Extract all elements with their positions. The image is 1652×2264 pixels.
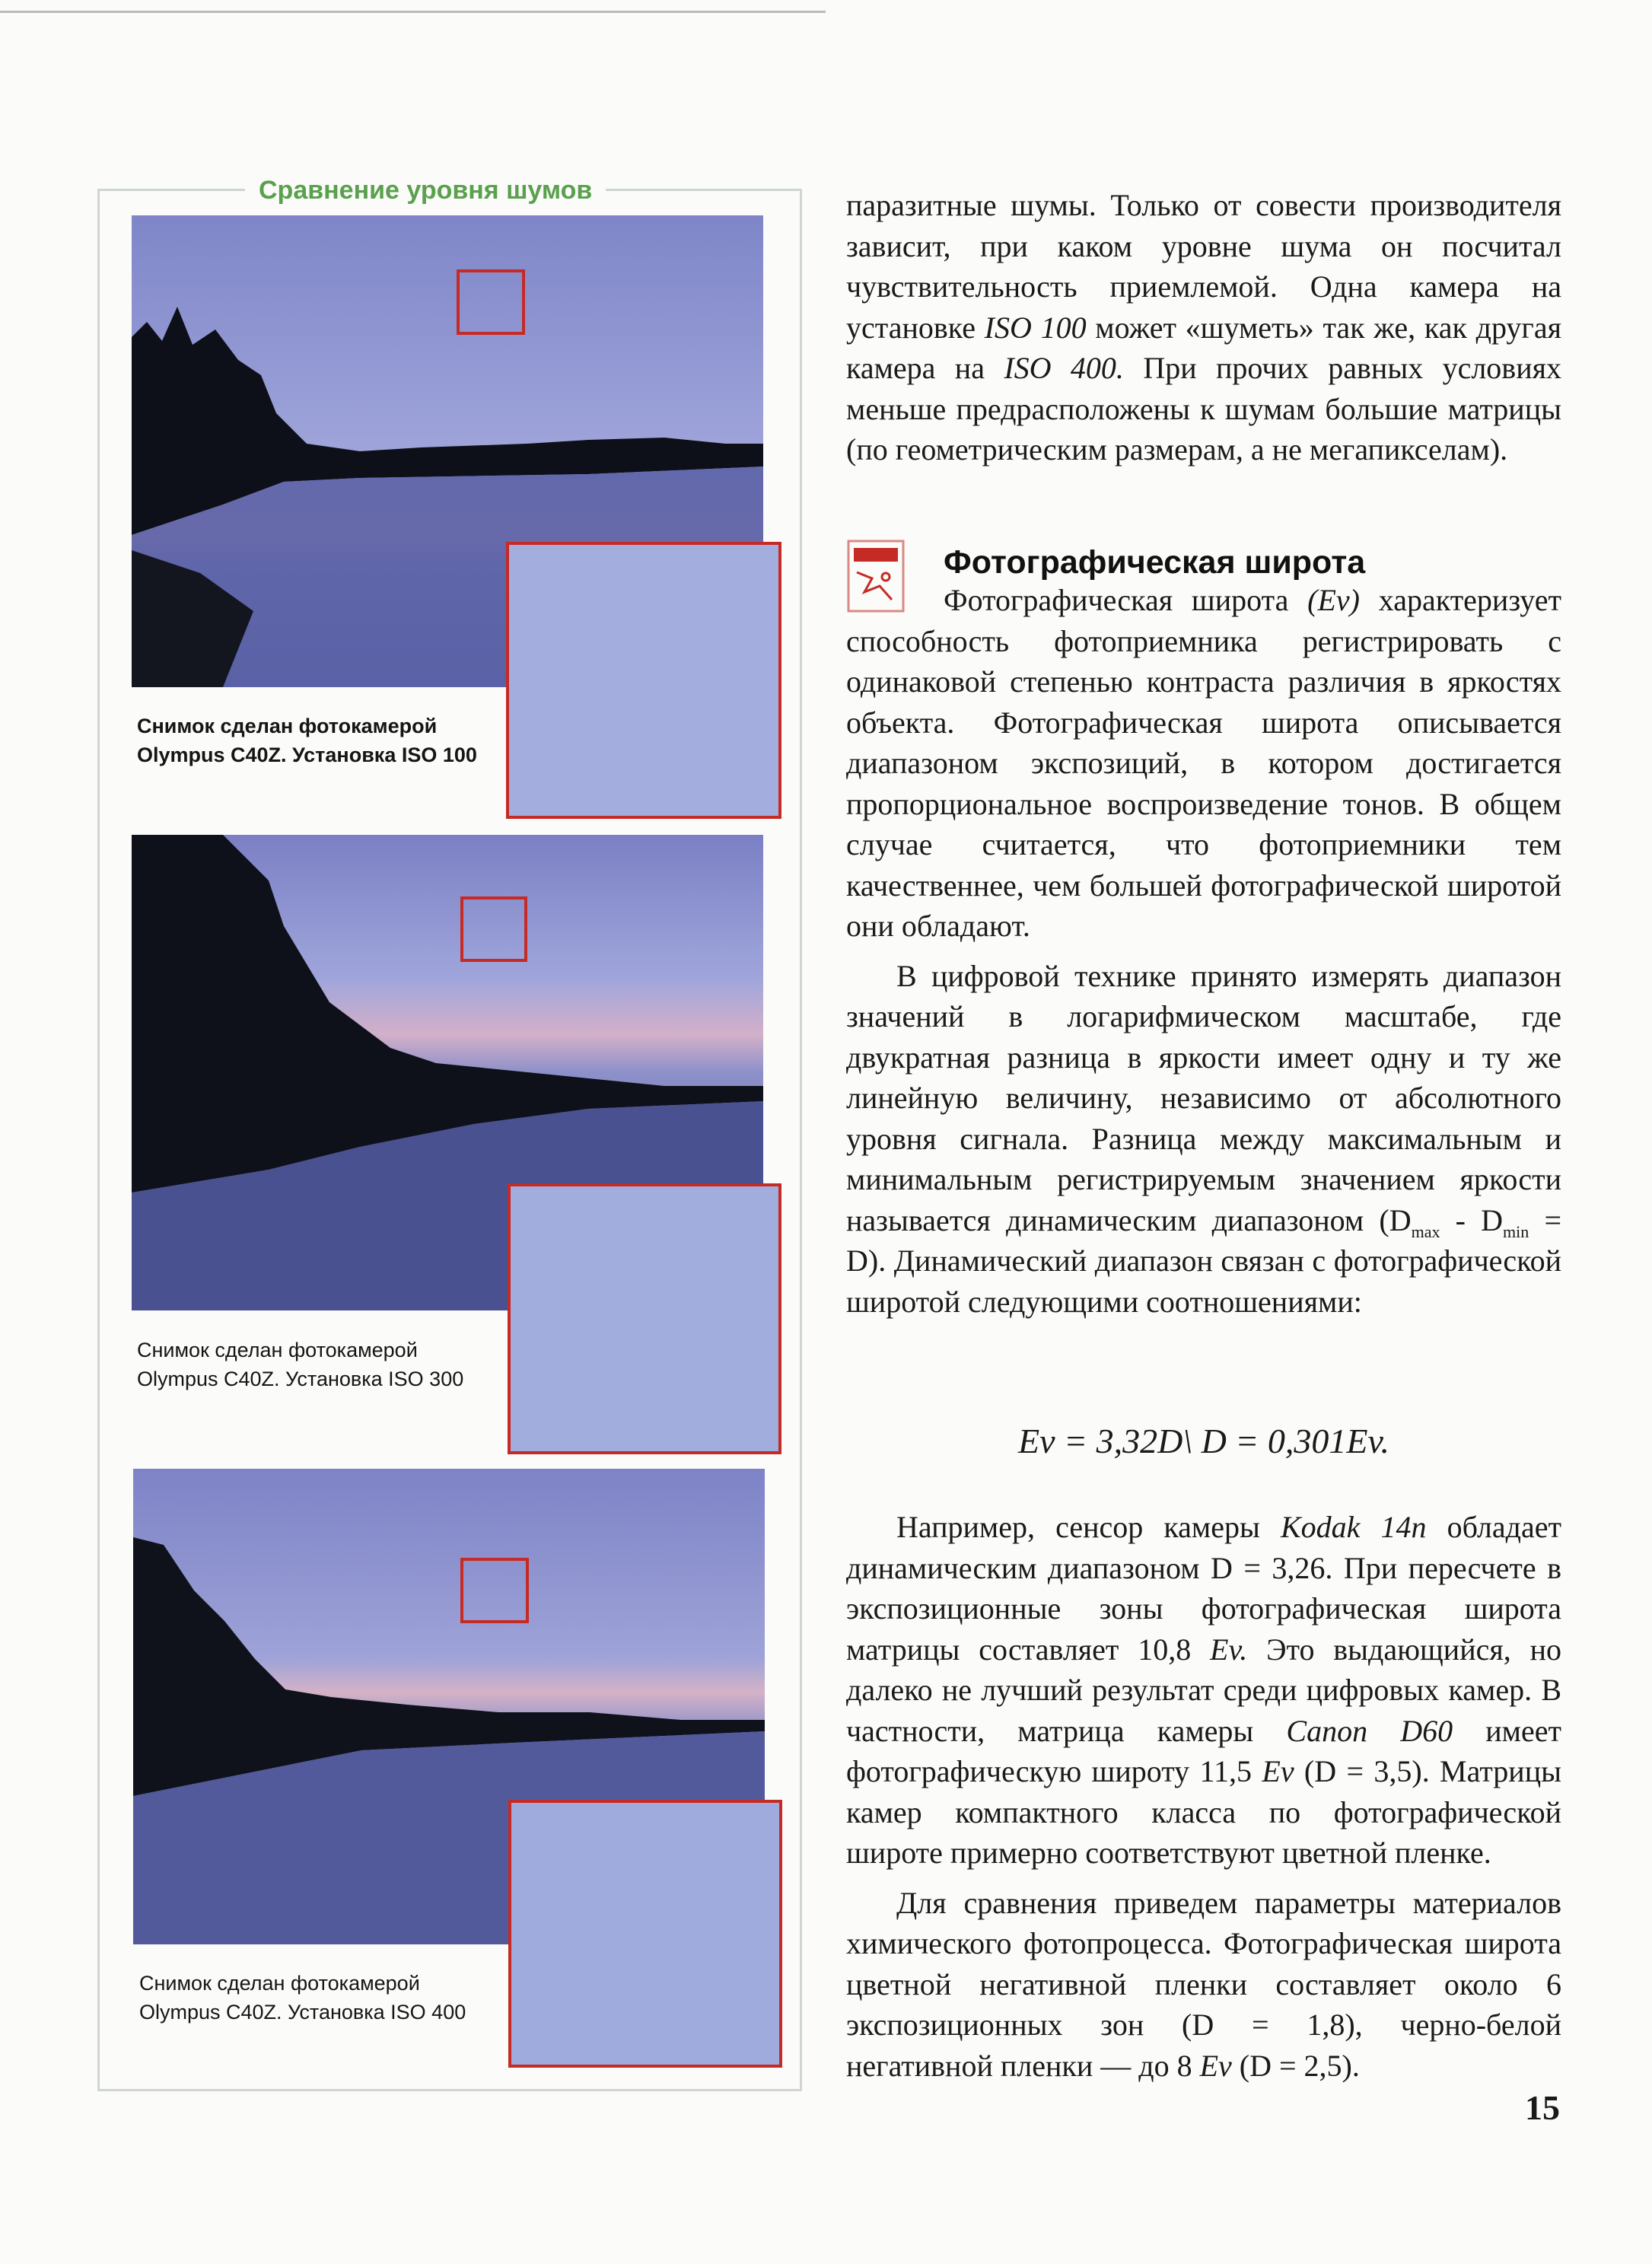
section-heading: Фотографическая широта (944, 544, 1366, 581)
intro-column (846, 185, 1561, 470)
text-span: Это выдающийся, но далеко не лучший результат среди цифровых камер. В частности, матрица камеры (846, 1632, 1561, 1748)
text-span: Для сравнения приведем параметры материалов химического фотопроцесса. Фотографическая широта цветной негативной пленки составляет около 6 экспозиционных зон (D = 1,8), черно-белой негативной пленки — до 8 (846, 1885, 1561, 2083)
italic-term: (Ev) (1307, 583, 1360, 617)
intro-paragraph (846, 185, 1561, 470)
subscript: max (1411, 1221, 1440, 1241)
paragraph-4 (846, 1883, 1561, 2087)
italic-term: Canon D60 (1286, 1713, 1453, 1748)
formula: Ev = 3,32D\ D = 0,301Ev. (1018, 1422, 1389, 1460)
text-span: При прочих равных условиях меньше предрасположены к шумам большие матрицы (по геометрическим размерам, а не мегапикселам). (846, 351, 1561, 466)
caption-line-2: Olympus C40Z. Установка ISO 100 (137, 744, 477, 766)
text-span: Например, сенсор камеры (896, 1510, 1281, 1544)
text-span: (D = 3,5). Матрицы камер компактного класса по фотографической широте примерно соответствуют цветной пленке. (846, 1754, 1561, 1870)
text-span: может «шуметь» так же, как другая камера на (846, 310, 1561, 385)
figure-caption (139, 1969, 505, 2027)
text-span: Фотографическая широта (944, 583, 1308, 617)
caption-line-1: Снимок сделан фотокамерой (137, 715, 438, 737)
text-span: - D (1440, 1202, 1504, 1237)
caption-line-1: Снимок сделан фотокамерой (137, 1339, 418, 1361)
page-number: 15 (1525, 2088, 1560, 2127)
text-span: (D = 2,5). (1231, 2048, 1360, 2083)
paragraph-3 (846, 1507, 1561, 1874)
top-rule (0, 11, 826, 13)
noise-crop-iso-100 (506, 542, 781, 819)
paragraph-2 (846, 956, 1561, 1323)
figure-caption (137, 1336, 502, 1393)
noise-sample-marker (457, 269, 525, 335)
italic-term: Ev. (1210, 1632, 1248, 1667)
italic-term: Ev (1262, 1754, 1294, 1788)
italic-term: ISO 100 (984, 310, 1087, 345)
text-span: = D). Динамический диапазон связан с фотографической широтой следующими соотношениями: (846, 1202, 1562, 1319)
text-span: имеет фотографическую широту 11,5 (846, 1713, 1561, 1788)
caption-line-2: Olympus C40Z. Установка ISO 300 (137, 1368, 464, 1390)
noise-crop-iso-400 (508, 1800, 782, 2068)
subscript: min (1503, 1221, 1529, 1241)
body-column (846, 580, 1561, 1322)
text-span: обладает динамическим диапазоном D = 3,26. При пересчете в экспозиционные зоны фотографическая широта матрицы составляет 10,8 (846, 1510, 1561, 1667)
sidebar-title: Сравнение уровня шумов (245, 174, 606, 207)
caption-line-2: Olympus C40Z. Установка ISO 400 (139, 2001, 466, 2024)
body-column-lower (846, 1507, 1561, 2086)
text-span: характеризует способность фотоприемника регистрировать с одинаковой степенью контраста различия в яркостях объекта. Фотографическая широта описывается диапазоном экспозиций, в котором достигается пропорциональное воспроизведение тонов. В общем случае считается, что фотоприемники тем качественнее, чем большей фотографической широтой они обладают. (846, 583, 1561, 943)
noise-crop-iso-300 (508, 1183, 781, 1454)
figure-caption (137, 712, 502, 769)
italic-term: Kodak 14n (1280, 1510, 1427, 1544)
paragraph-1 (846, 580, 1561, 947)
noise-sample-marker (460, 896, 527, 962)
text-span: паразитные шумы. Только от совести производителя зависит, при каком уровне шума он посчитал чувствительность приемлемой. Одна камера на установке (846, 188, 1561, 345)
caption-line-1: Снимок сделан фотокамерой (139, 1972, 420, 1995)
noise-sample-marker (460, 1558, 529, 1623)
italic-term: ISO 400. (1004, 351, 1124, 385)
italic-term: Ev (1199, 2048, 1232, 2083)
text-span: В цифровой технике принято измерять диапазон значений в логарифмическом масштабе, где двукратная разница в яркости имеет одну и ту же линейную величину, независимо от абсолютного уровня сигнала. Разница между максимальным и минимальным регистрируемым значением яркости называется динамическим диапазоном (D (846, 958, 1561, 1237)
